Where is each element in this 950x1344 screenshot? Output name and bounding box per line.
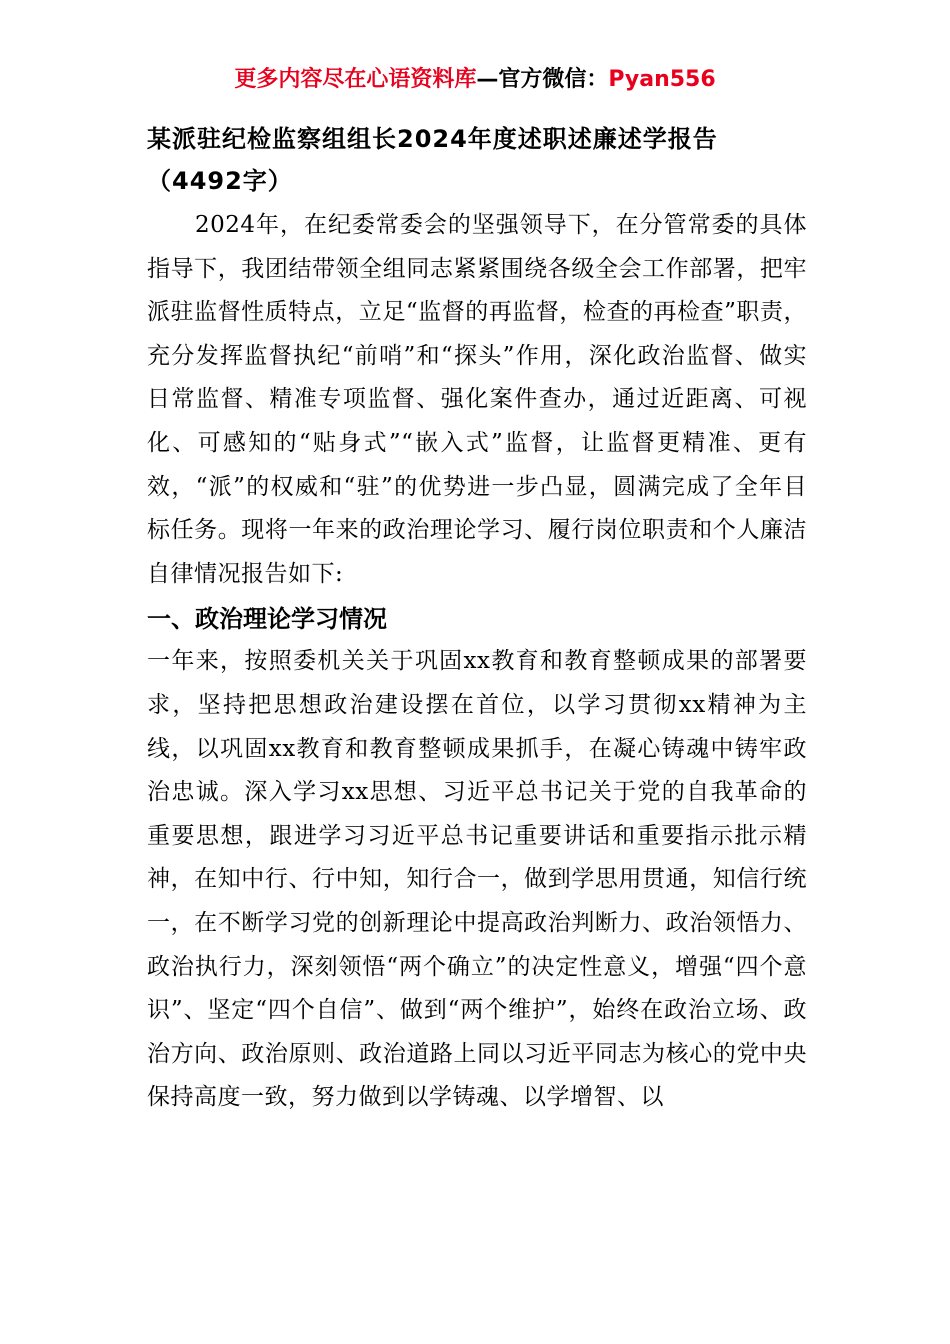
banner-wechat-id: Pyan556 — [608, 67, 716, 92]
header-banner — [0, 64, 950, 96]
banner-wechat-label: —官方微信： — [476, 67, 609, 92]
section-paragraph-political-study: 一年来，按照委机关关于巩固xx教育和教育整顿成果的部署要求，坚持把思想政治建设摆在首位，以学习贯彻xx精神为主线，以巩固xx教育和教育整顿成果抓手，在凝心铸魂中铸牢政治忠诚。深入学习xx思想、习近平总书记关于党的自我革命的重要思想，跟进学习习近平总书记重要讲话和重要指示批示精神，在知中行、行中知，知行合一，做到学思用贯通，知信行统一，在不断学习党的创新理论中提高政治判断力、政治领悟力、政治执行力，深刻领悟“两个确立”的决定性意义，增强“四个意识”、坚定“四个自信”、做到“两个维护”，始终在政治立场、政治方向、政治原则、政治道路上同以习近平同志为核心的党中央保持高度一致，努力做到以学铸魂、以学增智、以 — [147, 648, 807, 1111]
section-heading-political-study: 一、政治理论学习情况 — [147, 605, 387, 634]
document-title: 某派驻纪检监察组组长2024年度述职述廉述学报告（4492字） — [147, 125, 718, 195]
banner-library-name: 更多内容尽在心语资料库 — [234, 67, 477, 92]
document-body — [147, 118, 807, 1120]
intro-paragraph: 2024年，在纪委常委会的坚强领导下，在分管常委的具体指导下，我团结带领全组同志紧紧围绕各级全会工作部署，把牢派驻监督性质特点，立足“监督的再监督，检查的再检查”职责，充分发挥监督执纪“前哨”和“探头”作用，深化政治监督、做实日常监督、精准专项监督、强化案件查办，通过近距离、可视化、可感知的“贴身式”“嵌入式”监督，让监督更精准、更有效，“派”的权威和“驻”的优势进一步凸显，圆满完成了全年目标任务。现将一年来的政治理论学习、履行岗位职责和个人廉洁自律情况报告如下: — [147, 212, 807, 587]
